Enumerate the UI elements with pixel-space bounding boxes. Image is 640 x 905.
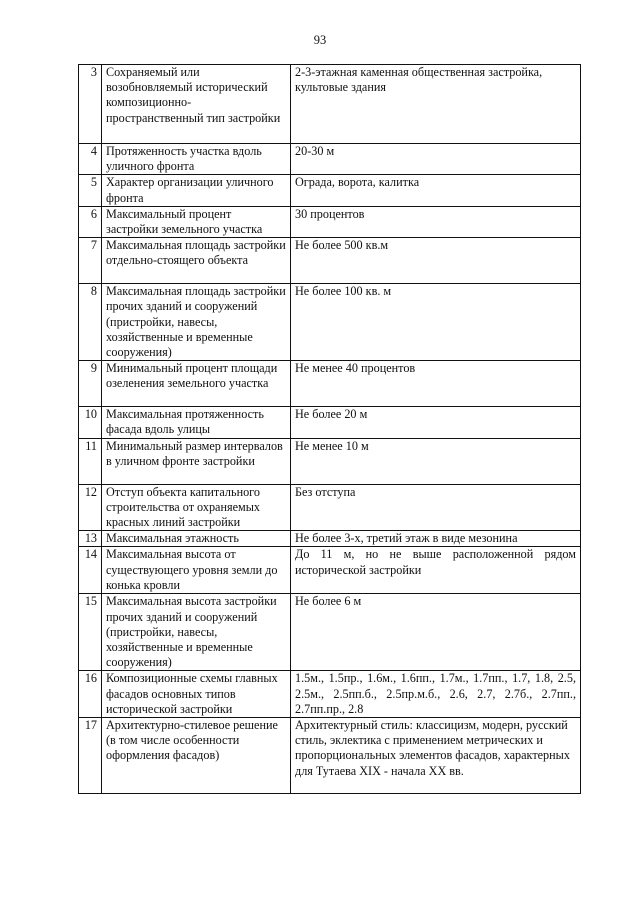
parameter-value: До 11 м, но не выше расположенной рядом исторической застройки [291, 547, 581, 594]
parameter-value: Не более 20 м [291, 407, 581, 438]
parameter-name: Максимальная протяженность фасада вдоль улицы [102, 407, 291, 438]
table-row [79, 407, 581, 438]
row-number: 5 [79, 175, 102, 206]
parameter-name: Протяженность участка вдоль уличного фронта [102, 144, 291, 175]
regulations-table [78, 64, 581, 794]
row-number: 17 [79, 718, 102, 794]
table-row [79, 206, 581, 237]
parameter-name: Максимальная высота от существующего уровня земли до конька кровли [102, 547, 291, 594]
table-row [79, 175, 581, 206]
parameter-value: Не более 6 м [291, 594, 581, 671]
parameter-name: Минимальный процент площади озеленения земельного участка [102, 361, 291, 407]
row-number: 14 [79, 547, 102, 594]
table-row [79, 284, 581, 361]
parameter-name: Сохраняемый или возобновляемый исторический композиционно-пространственный тип застройки [102, 65, 291, 144]
parameter-name: Минимальный размер интервалов в уличном фронте застройки [102, 438, 291, 484]
parameter-value: Не более 500 кв.м [291, 238, 581, 284]
table-row [79, 238, 581, 284]
parameter-value: 20-30 м [291, 144, 581, 175]
row-number: 6 [79, 206, 102, 237]
row-number: 9 [79, 361, 102, 407]
parameter-name: Максимальный процент застройки земельного участка [102, 206, 291, 237]
table-row [79, 65, 581, 144]
parameter-value: Архитектурный стиль: классицизм, модерн, русский стиль, эклектика с применением метрических и пропорциональных элементов фасадов, характерных для Тутаева XIX - начала XX вв. [291, 718, 581, 794]
parameter-name: Отступ объекта капитального строительства от охраняемых красных линий застройки [102, 484, 291, 531]
page-number: 93 [313, 33, 327, 47]
row-number: 13 [79, 531, 102, 547]
row-number: 11 [79, 438, 102, 484]
table-row [79, 361, 581, 407]
parameter-value: 1.5м., 1.5пр., 1.6м., 1.6пп., 1.7м., 1.7пп., 1.7, 1.8, 2.5, 2.5м., 2.5пп.б., 2.5пр.м.б., 2.6, 2.7, 2.7б., 2.7пп., 2.7пп.пр., 2.8 [291, 671, 581, 718]
parameter-name: Архитектурно-стилевое решение (в том числе особенности оформления фасадов) [102, 718, 291, 794]
table-row [79, 438, 581, 484]
parameter-value: Не более 3-х, третий этаж в виде мезонина [291, 531, 581, 547]
row-number: 15 [79, 594, 102, 671]
table-row [79, 144, 581, 175]
table-row [79, 484, 581, 531]
row-number: 10 [79, 407, 102, 438]
parameter-value: Без отступа [291, 484, 581, 531]
parameter-value: Не менее 10 м [291, 438, 581, 484]
parameter-value: Не более 100 кв. м [291, 284, 581, 361]
table-row [79, 594, 581, 671]
table-row [79, 671, 581, 718]
parameter-value: 2-3-этажная каменная общественная застройка, культовые здания [291, 65, 581, 144]
row-number: 3 [79, 65, 102, 144]
row-number: 8 [79, 284, 102, 361]
row-number: 4 [79, 144, 102, 175]
parameter-name: Максимальная площадь застройки отдельно-стоящего объекта [102, 238, 291, 284]
table-row [79, 547, 581, 594]
parameter-name: Характер организации уличного фронта [102, 175, 291, 206]
parameter-name: Максимальная площадь застройки прочих зданий и сооружений (пристройки, навесы, хозяйственные и временные сооружения) [102, 284, 291, 361]
table-row [79, 531, 581, 547]
parameter-name: Композиционные схемы главных фасадов основных типов исторической застройки [102, 671, 291, 718]
table-row [79, 718, 581, 794]
row-number: 7 [79, 238, 102, 284]
row-number: 16 [79, 671, 102, 718]
parameter-value: Не менее 40 процентов [291, 361, 581, 407]
parameter-name: Максимальная высота застройки прочих зданий и сооружений (пристройки, навесы, хозяйственные и временные сооружения) [102, 594, 291, 671]
parameter-value: 30 процентов [291, 206, 581, 237]
parameter-name: Максимальная этажность [102, 531, 291, 547]
row-number: 12 [79, 484, 102, 531]
parameter-value: Ограда, ворота, калитка [291, 175, 581, 206]
